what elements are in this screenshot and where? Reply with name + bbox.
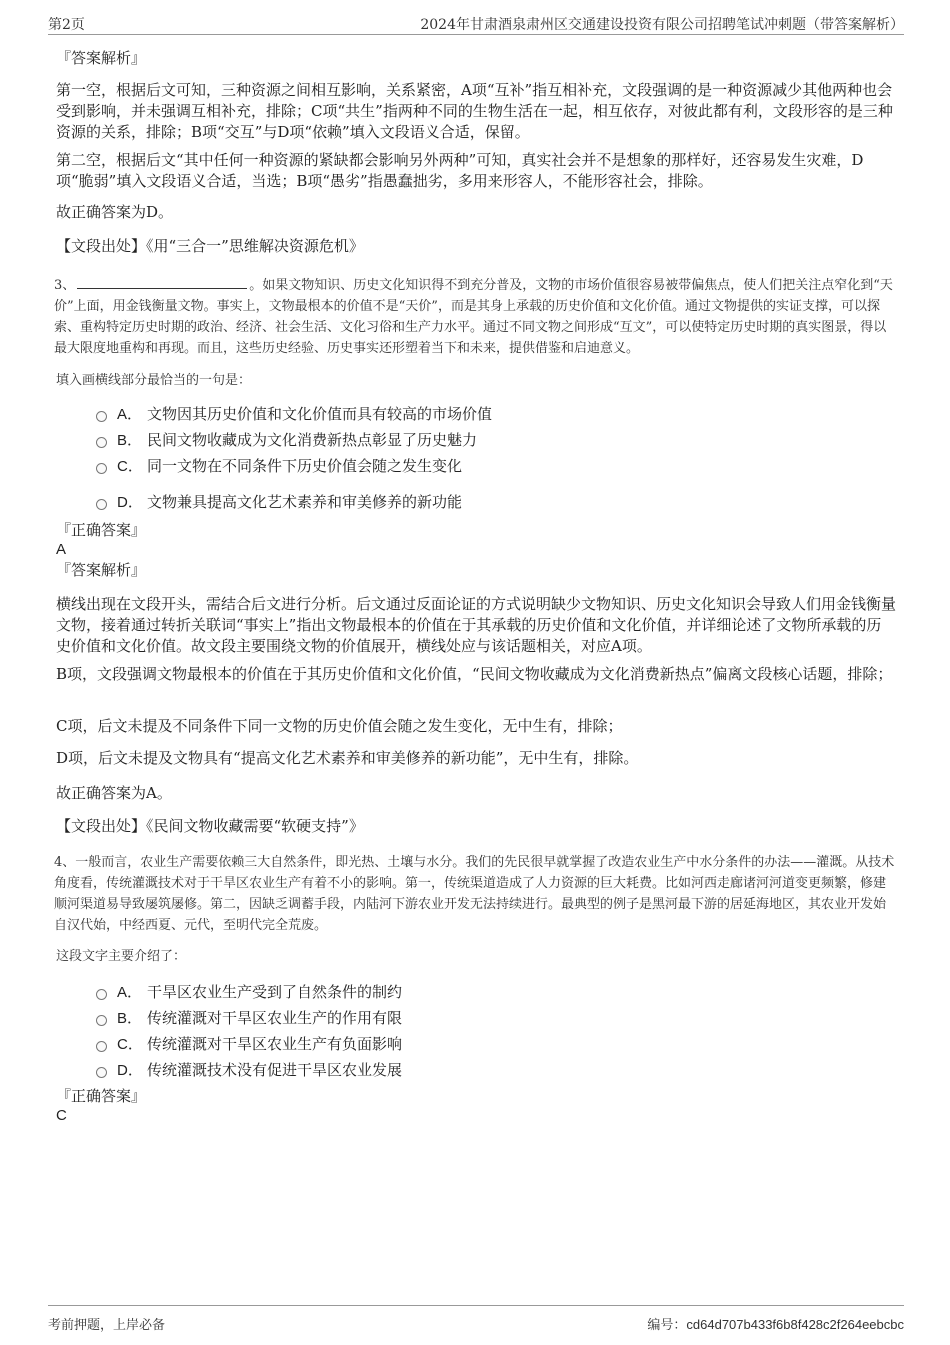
q4-number: 4、 [54, 855, 76, 870]
page-number: 第2页 [48, 17, 85, 33]
q2-analysis-para1: 第一空，根据后文可知，三种资源之间相互影响，关系紧密，A项“互补”指互相补充，文段强调的是一种资源减少其他两种也会受到影响，并未强调互相补充，排除；C项“共生”指两种不同的生物生活在一起，相互依存，对彼此都有利，文段形容的是三种资源的关系，排除；B项“交互”与D项“依赖”填入文段语义合适，保留。 [56, 81, 893, 141]
q3-analysis-para2: B项，文段强调文物最根本的价值在于其历史价值和文化价值，“民间文物收藏成为文化消费新热点”偏离文段核心话题，排除； [56, 665, 893, 683]
q2-analysis-label: 『答案解析』 [56, 49, 147, 67]
footer-slogan: 考前押题，上岸必备 [48, 1318, 166, 1333]
radio-icon[interactable] [96, 989, 107, 1000]
q3-option-a[interactable]: A． 文物因其历史价值和文化价值而具有较高的市场价值 [96, 404, 492, 425]
q4-stem [54, 852, 896, 936]
q3-answer-label: 『正确答案』 [56, 521, 147, 539]
radio-icon[interactable] [96, 411, 107, 422]
q2-conclusion: 故正确答案为D。 [56, 203, 174, 221]
q4-text: 一般而言，农业生产需要依赖三大自然条件，即光热、土壤与水分。我们的先民很早就掌握了改造农业生产中水分条件的办法——灌溉。从技术角度看，传统灌溉技术对于干旱区农业生产有着不小的影响。第一，传统渠道造成了人力资源的巨大耗费。比如河西走廊诸河河道变更频繁，修建顺河渠道易导致屡筑屡修。第二，因缺乏调蓄手段，内陆河下游农业开发无法持续进行。最典型的例子是黑河最下游的居延海地区，其农业开发始自汉代始，中经西夏、元代，至明代完全荒废。 [54, 855, 895, 933]
page-footer [48, 1305, 904, 1333]
q3-conclusion: 故正确答案为A。 [56, 784, 172, 802]
q3-number: 3、 [54, 278, 76, 293]
q4-option-c[interactable]: C． 传统灌溉对干旱区农业生产有负面影响 [96, 1034, 402, 1055]
page-header [48, 12, 904, 35]
q2-source: 【文段出处】《用“三合一”思维解决资源危机》 [56, 237, 364, 255]
document-title: 2024年甘肃酒泉肃州区交通建设投资有限公司招聘笔试冲刺题（带答案解析） [420, 17, 904, 33]
q3-option-b[interactable]: B． 民间文物收藏成为文化消费新热点彰显了历史魅力 [96, 430, 477, 451]
q3-blank [77, 276, 247, 289]
q4-answer: C [56, 1107, 67, 1124]
q4-prompt: 这段文字主要介绍了： [56, 949, 187, 964]
q4-answer-label: 『正确答案』 [56, 1087, 147, 1105]
q3-analysis-label: 『答案解析』 [56, 561, 147, 579]
q3-prompt: 填入画横线部分最恰当的一句是： [56, 373, 252, 388]
q3-text: 。如果文物知识、历史文化知识得不到充分普及，文物的市场价值很容易被带偏焦点，使人们把关注点窄化到“天价”上面，用金钱衡量文物。事实上，文物最根本的价值不是“天价”，而是其身上承载的历史价值和文化价值。通过文物提供的实证支撑，可以探索、重构特定历史时期的政治、经济、社会生活、文化习俗和生产力水平。通过不同文物之间形成“互文”，可以使特定历史时期的真实图景，得以最大限度地重构和再现。而且，这些历史经验、历史事实还形塑着当下和未来，提供借鉴和启迪意义。 [54, 278, 893, 356]
radio-icon[interactable] [96, 463, 107, 474]
q4-option-a[interactable]: A． 干旱区农业生产受到了自然条件的制约 [96, 982, 402, 1003]
radio-icon[interactable] [96, 499, 107, 510]
radio-icon[interactable] [96, 1041, 107, 1052]
q3-answer: A [56, 541, 67, 558]
code-label: 编号： [647, 1318, 687, 1333]
radio-icon[interactable] [96, 1067, 107, 1078]
q3-analysis-para3: C项，后文未提及不同条件下同一文物的历史价值会随之发生变化，无中生有，排除； [56, 717, 623, 735]
q3-source: 【文段出处】《民间文物收藏需要“软硬支持”》 [56, 817, 364, 835]
q3-stem [54, 275, 896, 359]
footer-code [647, 1314, 904, 1333]
q2-analysis-para2: 第二空，根据后文“其中任何一种资源的紧缺都会影响另外两种”可知，真实社会并不是想象的那样好，还容易发生灾难，D项“脆弱”填入文段语义合适，当选；B项“愚劣”指愚蠢拙劣，多用来形容人，不能形容社会，排除。 [56, 151, 864, 190]
q3-analysis-para1: 横线出现在文段开头，需结合后文进行分析。后文通过反面论证的方式说明缺少文物知识、历史文化知识会导致人们用金钱衡量文物，接着通过转折关联词“事实上”指出文物最根本的价值在于其承载的历史价值和文化价值，并详细论述了文物所承载的历史价值和文化价值。故文段主要围绕文物的价值展开，横线处应与该话题相关，对应A项。 [56, 595, 897, 655]
q3-option-c[interactable]: C． 同一文物在不同条件下历史价值会随之发生变化 [96, 456, 462, 477]
radio-icon[interactable] [96, 1015, 107, 1026]
q4-option-d[interactable]: D． 传统灌溉技术没有促进干旱区农业发展 [96, 1060, 402, 1081]
q3-analysis-para4: D项，后文未提及文物具有“提高文化艺术素养和审美修养的新功能”，无中生有，排除。 [56, 749, 639, 767]
q3-option-d[interactable]: D． 文物兼具提高文化艺术素养和审美修养的新功能 [96, 492, 462, 513]
q4-option-b[interactable]: B． 传统灌溉对干旱区农业生产的作用有限 [96, 1008, 402, 1029]
code-value: cd64d707b433f6b8f428c2f264eebcbc [686, 1317, 904, 1332]
radio-icon[interactable] [96, 437, 107, 448]
